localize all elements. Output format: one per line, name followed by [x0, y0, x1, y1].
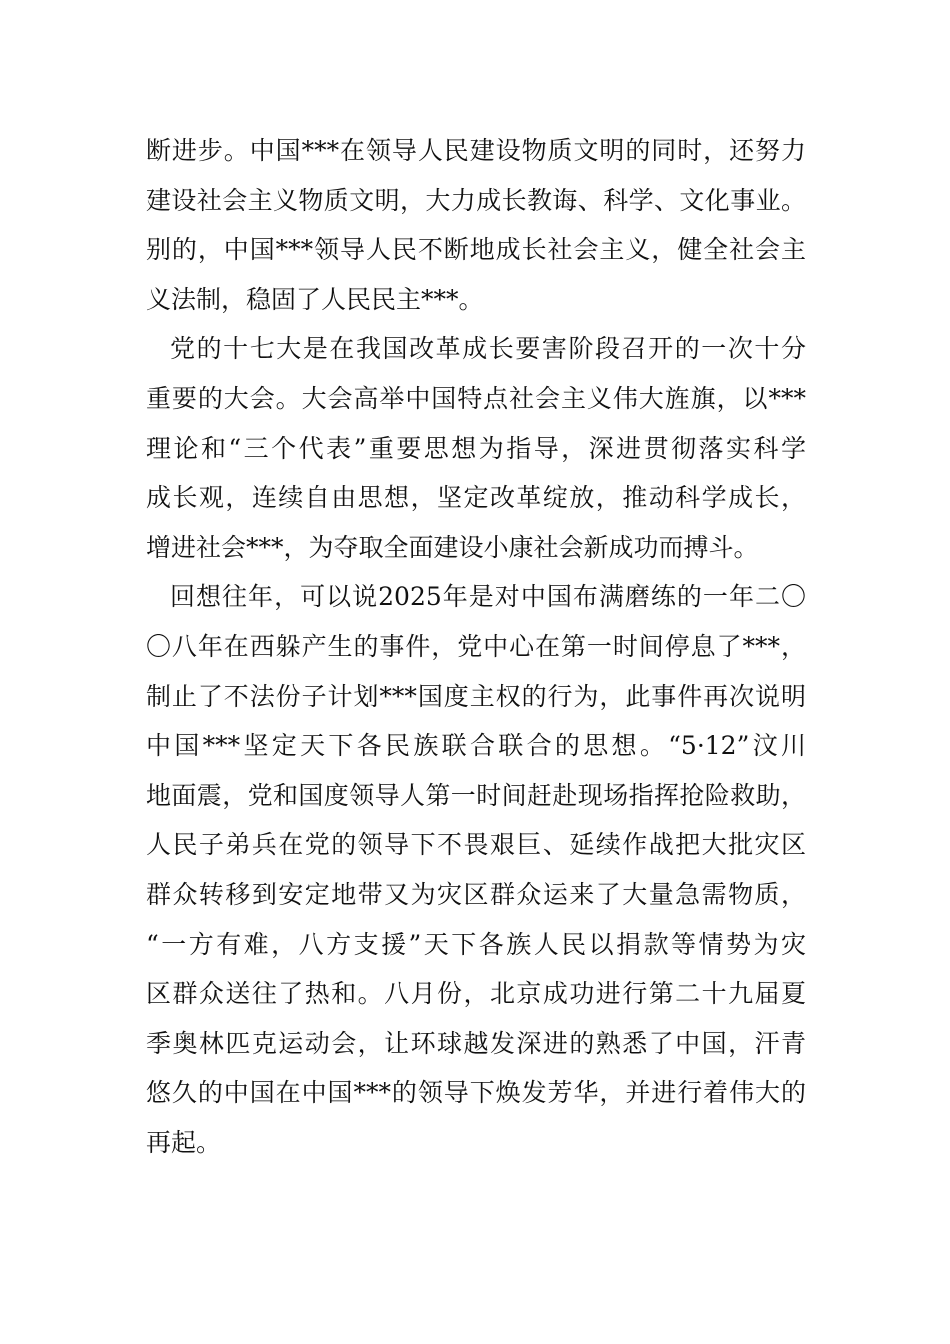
text-line: 别的，中国***领导人民不断地成长社会主义，健全社会主: [146, 235, 806, 265]
text-line: 季奥林匹克运动会，让环球越发深进的熟悉了中国，汗青: [146, 1028, 806, 1058]
text-line: 地面震，党和国度领导人第一时间赶赴现场指挥抢险救助，: [146, 780, 806, 810]
paragraph-start-line: 回想往年，可以说2025年是对中国布满磨练的一年二〇: [170, 582, 806, 612]
text-line: 悠久的中国在中国***的领导下焕发芳华，并进行着伟大的: [146, 1078, 806, 1108]
text-line: 断进步。中国***在领导人民建设物质文明的同时，还努力: [146, 136, 806, 165]
text-line: 〇八年在西躲产生的事件，党中心在第一时间停息了***，: [146, 631, 806, 661]
text-line: “一方有难，八方支援”天下各族人民以捐款等情势为灾: [146, 929, 806, 959]
text-line: 成长观，连续自由思想，坚定改革绽放，推动科学成长，: [146, 483, 806, 513]
body-text: [146, 126, 806, 1167]
paragraph-start-line: 党的十七大是在我国改革成长要害阶段召开的一次十分: [170, 334, 806, 364]
text-line: 重要的大会。大会高举中国特点社会主义伟大旌旗，以***: [146, 383, 806, 413]
text-line: 制止了不法份子计划***国度主权的行为，此事件再次说明: [146, 681, 806, 711]
text-line: 理论和“三个代表”重要思想为指导，深进贯彻落实科学: [146, 433, 806, 463]
text-line: 区群众送往了热和。八月份，北京成功进行第二十九届夏: [146, 979, 806, 1009]
text-line: 群众转移到安定地带又为灾区群众运来了大量急需物质，: [146, 879, 806, 909]
text-line: 再起。: [146, 1127, 222, 1157]
text-line: 增进社会***，为夺取全面建设小康社会新成功而搏斗。: [146, 532, 759, 562]
text-line: 中国***坚定天下各民族联合联合的思想。“5·12”汶川: [146, 731, 806, 761]
text-line: 人民子弟兵在党的领导下不畏艰巨、延续作战把大批灾区: [146, 830, 806, 860]
text-line: 义法制，稳固了人民民主***。: [146, 284, 484, 314]
text-line: 建设社会主义物质文明，大力成长教诲、科学、文化事业。: [146, 185, 806, 215]
